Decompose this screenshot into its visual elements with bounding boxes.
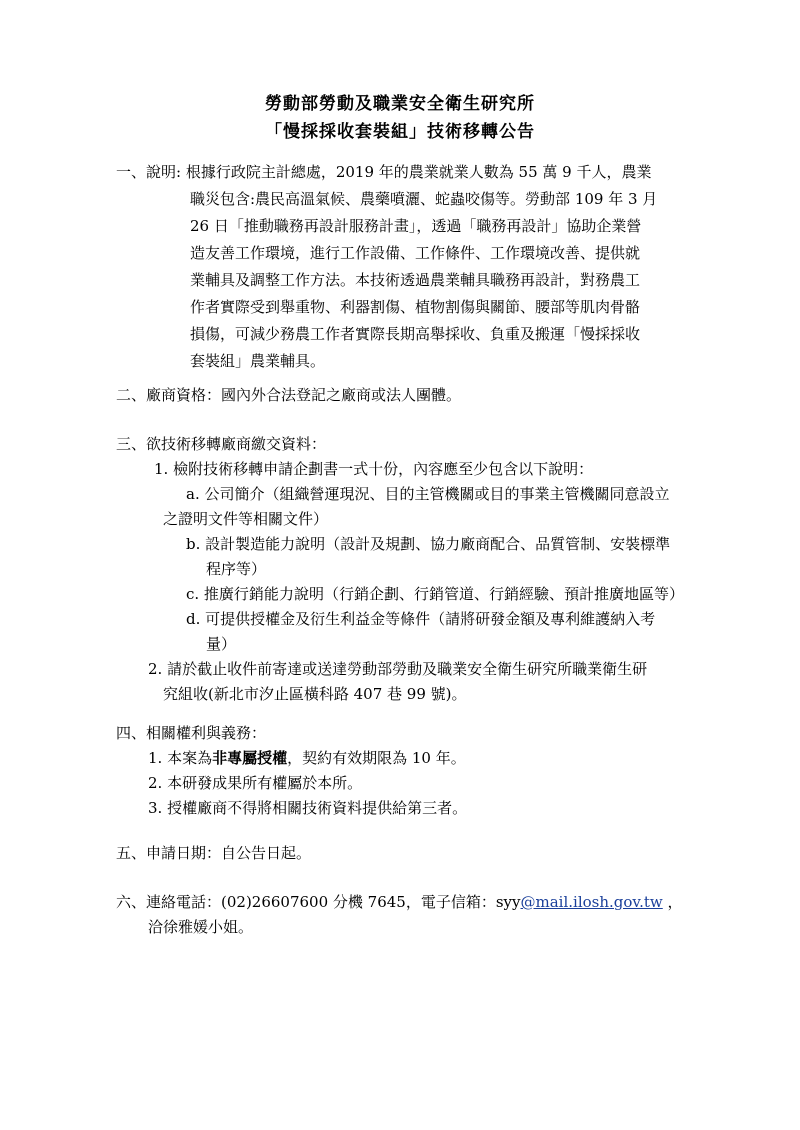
list-item: 2. 本研發成果所有權屬於本所。 (148, 774, 363, 792)
title-line-2: 「慢採採收套裝組」技術移轉公告 (265, 122, 535, 142)
description-line: 造友善工作環境，進行工作設備、工作條件、工作環境改善、提供就 (190, 244, 641, 262)
date-line: 五、申請日期：自公告日起。 (116, 844, 312, 862)
documents-heading: 三、欲技術移轉廠商繳交資料： (116, 435, 327, 453)
contact-person: 洽徐雅媛小姐。 (148, 918, 254, 936)
list-item: 1. 檢附技術移轉申請企劃書一式十份，內容應至少包含以下說明： (154, 460, 594, 478)
description-line: 損傷，可減少務農工作者實際長期高舉採收、負重及搬運「慢採採收 (190, 325, 641, 343)
description-line: 套裝組」農業輔具。 (190, 352, 326, 370)
list-item-continued: 量） (206, 635, 237, 653)
description-line: 作者實際受到舉重物、利器割傷、植物割傷與關節、腰部等肌肉骨骼 (190, 298, 641, 316)
contact-text: 六、連絡電話：(02)26607600 分機 7645，電子信箱：syy (116, 893, 521, 911)
list-item (148, 746, 466, 770)
qualification-line: 二、廠商資格：國內外合法登記之廠商或法人團體。 (116, 386, 462, 404)
description-line: 26 日「推動職務再設計服務計畫」，透過「職務再設計」協助企業營 (190, 217, 642, 235)
rights-item-text: 1. 本案為 (148, 749, 213, 767)
list-item-continued: 究組收(新北市汐止區橫科路 407 巷 99 號)。 (163, 685, 467, 703)
email-link[interactable]: @mail.ilosh.gov.tw (520, 893, 663, 911)
list-item: 2. 請於截止收件前寄達或送達勞動部勞動及職業安全衛生研究所職業衛生研 (148, 660, 648, 678)
list-item: 3. 授權廠商不得將相關技術資料提供給第三者。 (148, 799, 468, 817)
list-item-continued: 之證明文件等相關文件） (163, 510, 329, 528)
list-item-continued: 程序等） (206, 560, 267, 578)
rights-item-emphasis: 非專屬授權 (212, 749, 288, 767)
rights-item-text: ，契約有效期限為 10 年。 (287, 749, 466, 767)
description-line: 一、說明: 根據行政院主計總處，2019 年的農業就業人數為 55 萬 9 千人，農業 (116, 163, 652, 181)
list-item: a. 公司簡介（組織營運現況、目的主管機關或目的事業主管機關同意設立 (186, 485, 670, 503)
list-item: b. 設計製造能力說明（設計及規劃、協力廠商配合、品質管制、安裝標準 (186, 535, 671, 553)
list-item: d. 可提供授權金及衍生利益金等條件（請將研發金額及專利維護納入考 (186, 610, 656, 628)
list-item: c. 推廣行銷能力說明（行銷企劃、行銷管道、行銷經驗、預計推廣地區等） (186, 585, 684, 603)
description-line: 職災包含:農民高溫氣候、農藥噴灑、蛇蟲咬傷等。勞動部 109 年 3 月 (190, 190, 658, 208)
rights-heading: 四、相關權利與義務： (116, 724, 267, 742)
contact-line (116, 890, 683, 914)
contact-text: ， (662, 893, 683, 911)
description-line: 業輔具及調整工作方法。本技術透過農業輔具職務再設計，對務農工 (190, 271, 641, 289)
title-line-1: 勞動部勞動及職業安全衛生研究所 (265, 94, 535, 114)
